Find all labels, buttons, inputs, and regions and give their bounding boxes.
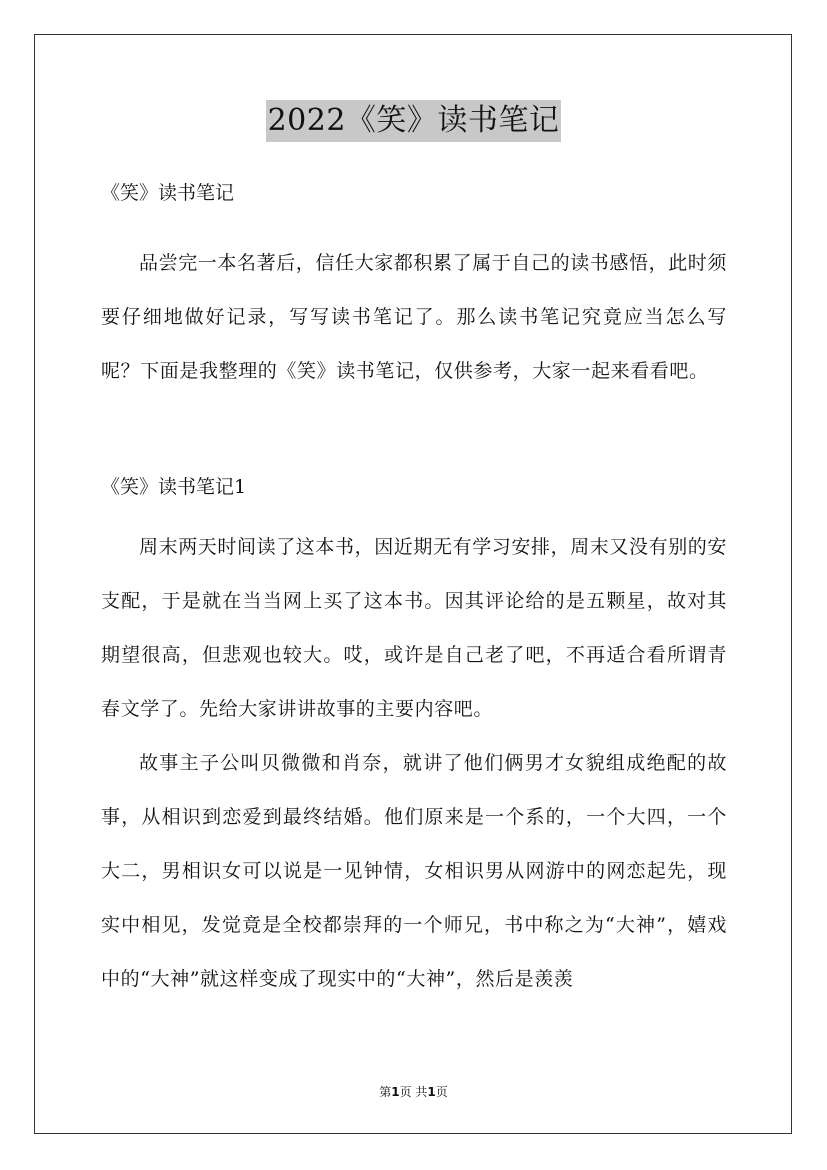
note1-paragraph-1: 周末两天时间读了这本书，因近期无有学习安排，周末又没有别的安支配，于是就在当当网上买了这本书。因其评论给的是五颗星，故对其期望很高，但悲观也较大。哎，或许是自己老了吧，不再适合看所谓青春文学了。先给大家讲讲故事的主要内容吧。 — [101, 536, 728, 720]
footer-total-suffix: 页 — [435, 1085, 448, 1099]
footer-page-number: 1 — [391, 1085, 400, 1099]
footer-total-pages: 1 — [427, 1085, 436, 1099]
note1-heading: 《笑》读书笔记1 — [101, 476, 247, 498]
document-title: 2022《笑》读书笔记 — [266, 100, 562, 142]
footer-page-prefix: 第 — [379, 1085, 392, 1099]
intro-paragraph: 品尝完一本名著后，信任大家都积累了属于自己的读书感悟，此时须要仔细地做好记录，写写读书笔记了。那么读书笔记究竟应当怎么写呢？下面是我整理的《笑》读书笔记，仅供参考，大家一起来看看吧。 — [101, 252, 728, 382]
footer-page-suffix: 页 共 — [399, 1085, 428, 1099]
title-container — [0, 100, 827, 142]
note1-paragraph-2: 故事主子公叫贝微微和肖奈，就讲了他们俩男才女貌组成绝配的故事，从相识到恋爱到最终结婚。他们原来是一个系的，一个大四，一个大二，男相识女可以说是一见钟情，女相识男从网游中的网恋起先，现实中相见，发觉竟是全校都崇拜的一个师兄，书中称之为“大神”，嬉戏中的“大神”就这样变成了现实中的“大神”，然后是羡羡 — [101, 752, 727, 990]
document-body — [101, 176, 727, 1006]
section-heading: 《笑》读书笔记 — [101, 182, 235, 204]
page-footer — [0, 1084, 827, 1100]
